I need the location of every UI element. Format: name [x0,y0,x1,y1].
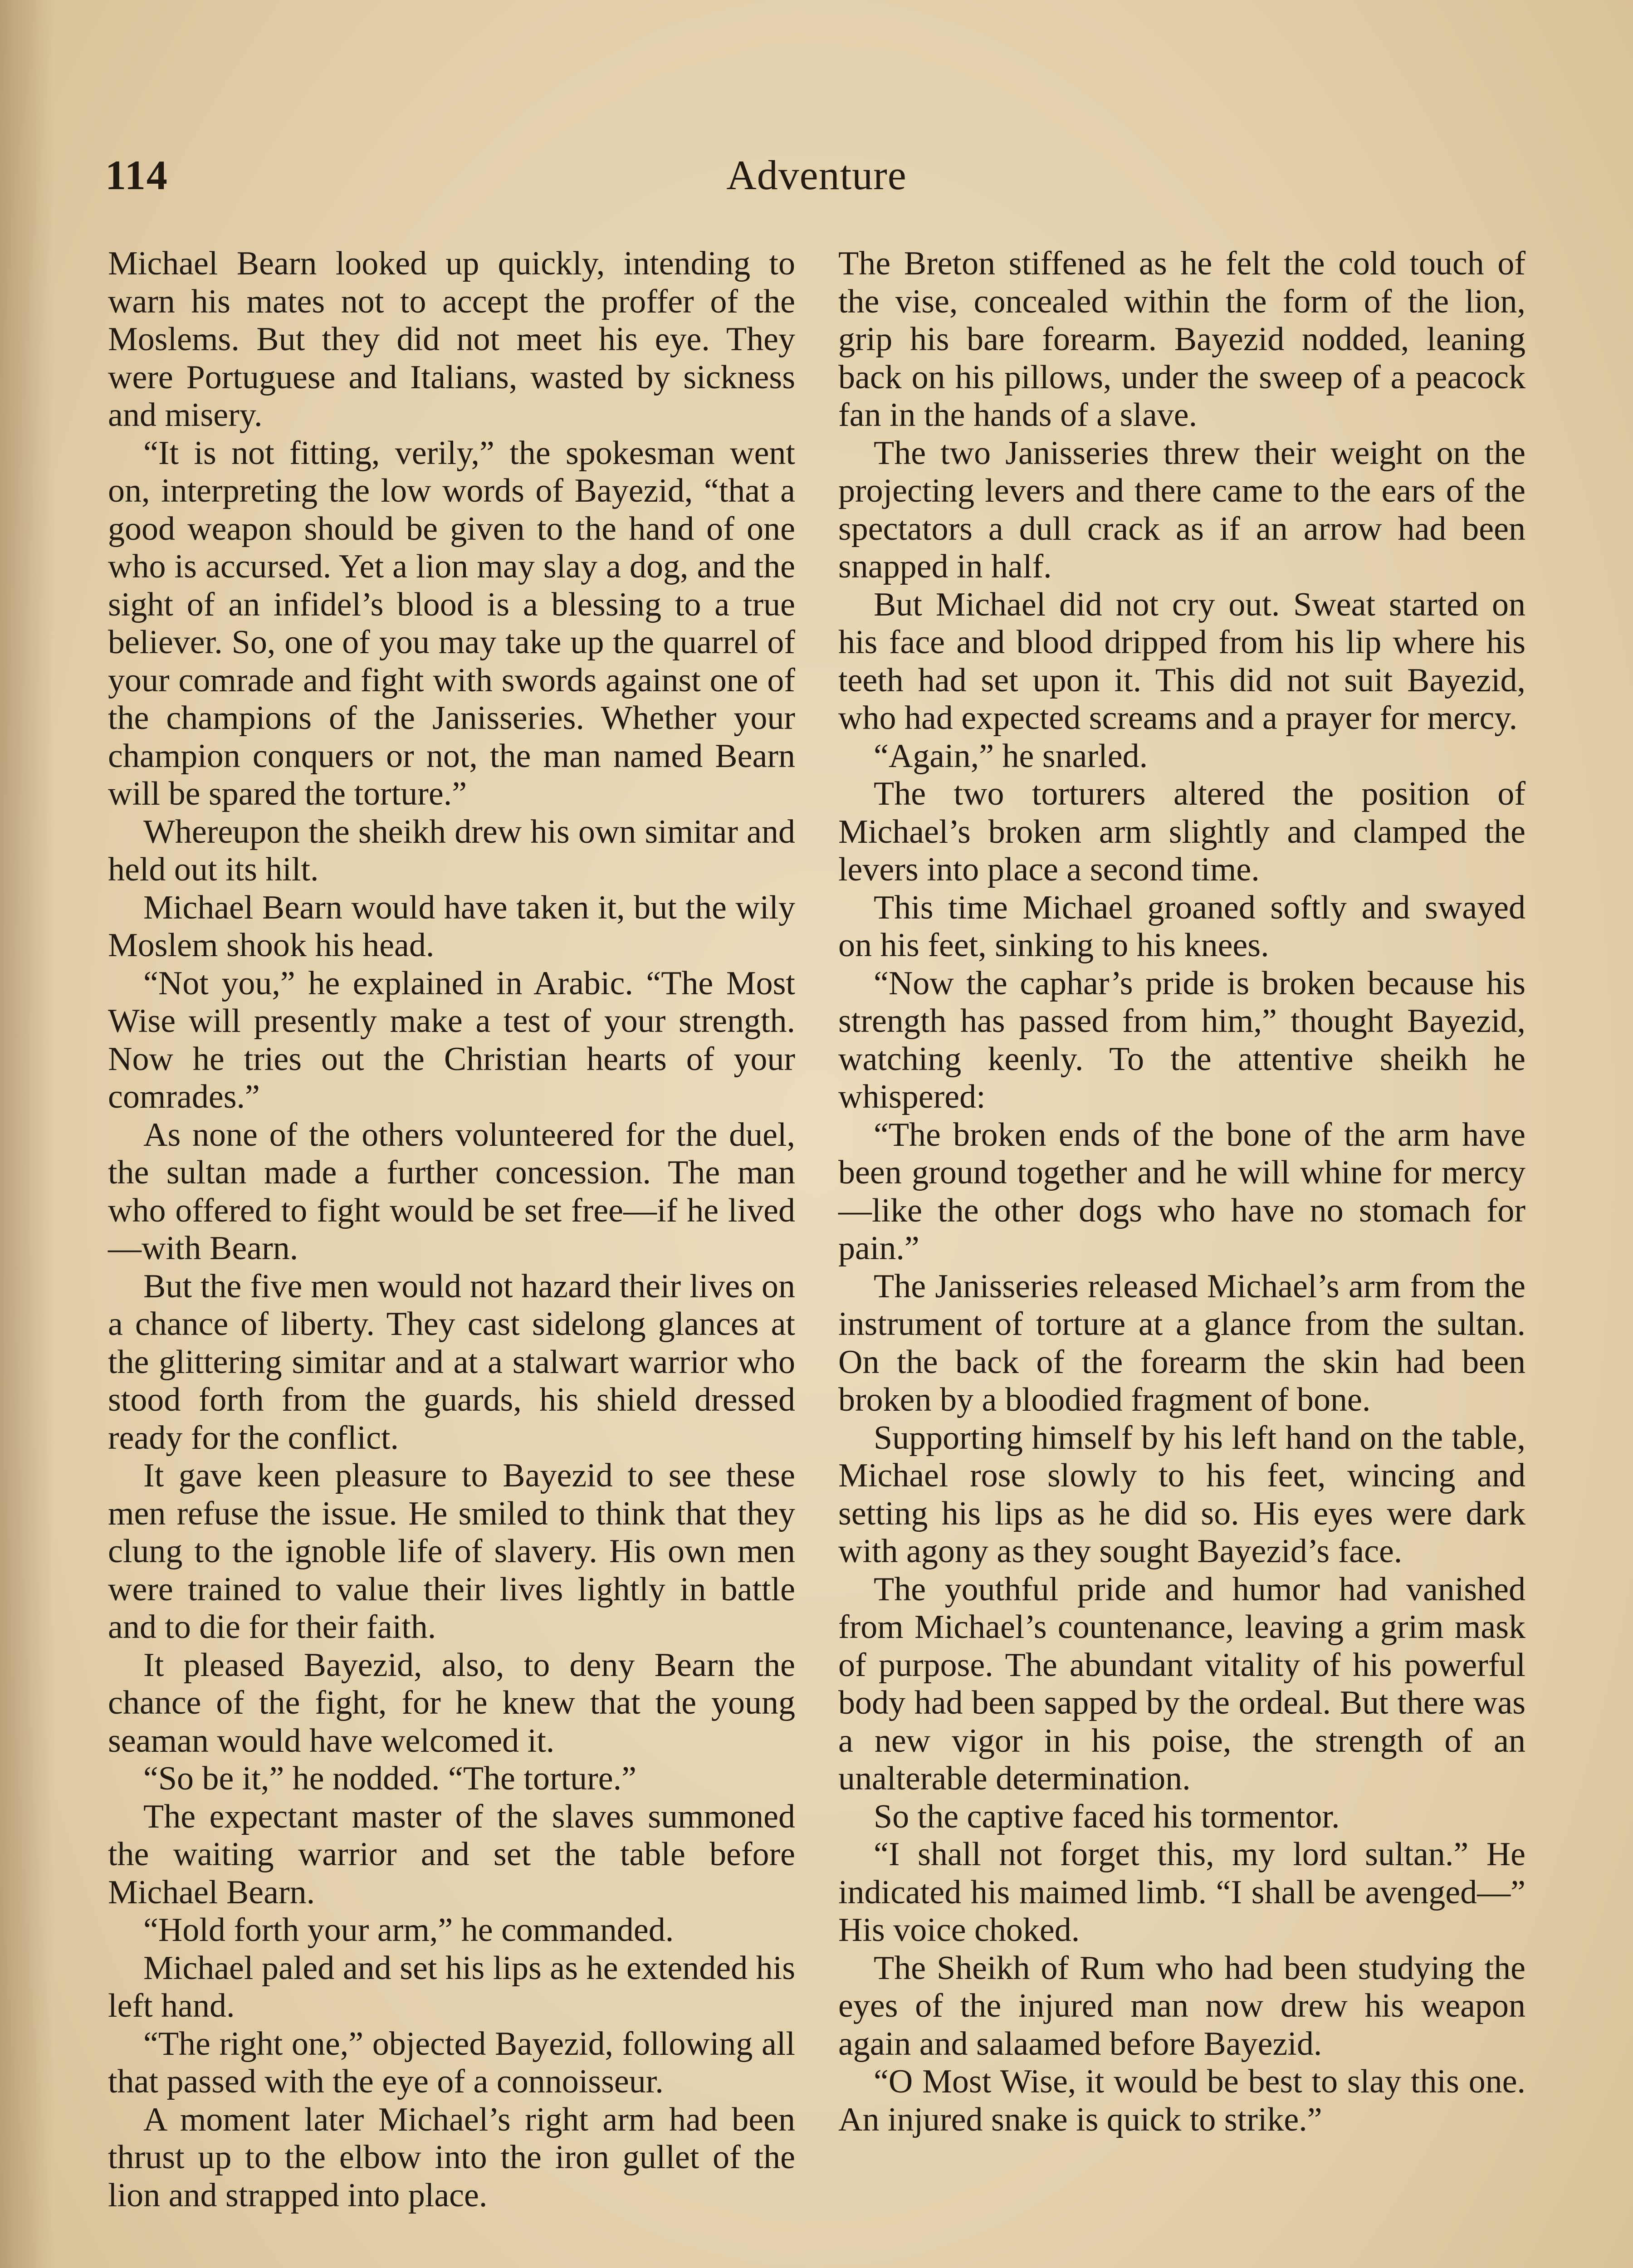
paragraph: The Janisseries released Michael’s arm from the instrument of torture at a glance from the sultan. On the back of the forearm the skin had been broken by a bloodied fragment of bone. [838,1267,1525,1418]
paragraph: It gave keen pleasure to Bayezid to see these men refuse the issue. He smiled to think that they clung to the ignoble life of slavery. His own men were trained to value their lives lightly in battle and to die for their faith. [108,1457,795,1646]
page-number: 114 [105,152,168,198]
paragraph: It pleased Bayezid, also, to deny Bearn the chance of the fight, for he knew that the young seaman would have welcomed it. [108,1646,795,1760]
paragraph: “O Most Wise, it would be best to slay this one. An injured snake is quick to strike.” [838,2063,1525,2138]
paragraph: Michael paled and set his lips as he extended his left hand. [108,1949,795,2024]
left-column [108,245,795,2214]
paragraph: “Now the caphar’s pride is broken because his strength has passed from him,” thought Bayezid, watching keenly. To the attentive sheikh he whispered: [838,964,1525,1115]
paragraph: The youthful pride and humor had vanished from Michael’s countenance, leaving a grim mask of purpose. The abundant vitality of his powerful body had been sapped by the ordeal. But there was a new vigor in his poise, the strength of an unalterable determination. [838,1570,1525,1797]
page-header [0,143,1633,202]
paragraph: Supporting himself by his left hand on the table, Michael rose slowly to his feet, wincing and setting his lips as he did so. His eyes were dark with agony as they sought Bayezid’s face. [838,1419,1525,1570]
paragraph: A moment later Michael’s right arm had been thrust up to the elbow into the iron gullet of the lion and strapped into place. [108,2101,795,2214]
paragraph: The Sheikh of Rum who had been studying the eyes of the injured man now drew his weapon again and salaamed before Bayezid. [838,1949,1525,2063]
paragraph: The expectant master of the slaves summoned the waiting warrior and set the table before Michael Bearn. [108,1798,795,1911]
paragraph: As none of the others volunteered for the duel, the sultan made a further concession. The man who offered to fight would be set free—if he lived—with Bearn. [108,1116,795,1267]
paragraph: “Not you,” he explained in Arabic. “The Most Wise will presently make a test of your strength. Now he tries out the Christian hearts of your comrades.” [108,964,795,1115]
paragraph: “It is not fitting, verily,” the spokesman went on, interpreting the low words of Bayezid, “that a good weapon should be given to the hand of one who is accursed. Yet a lion may slay a dog, and the sight of an infidel’s blood is a blessing to a true believer. So, one of you may take up the quarrel of your comrade and fight with swords against one of the champions of the Janisseries. Whether your champion conquers or not, the man named Bearn will be spared the torture.” [108,434,795,812]
paragraph: Michael Bearn looked up quickly, intending to warn his mates not to accept the proffer of the Moslems. But they did not meet his eye. They were Portuguese and Italians, wasted by sickness and misery. [108,245,795,434]
paragraph: This time Michael groaned softly and swayed on his feet, sinking to his knees. [838,889,1525,964]
paragraph: Michael Bearn would have taken it, but the wily Moslem shook his head. [108,889,795,964]
paragraph: “Hold forth your arm,” he commanded. [143,1911,674,1949]
paragraph: The Breton stiffened as he felt the cold touch of the vise, concealed within the form of the lion, grip his bare forearm. Bayezid nodded, leaning back on his pillows, under the sweep of a peacock fan in the hands of a slave. [838,245,1525,434]
paragraph: So the captive faced his tormentor. [874,1798,1340,1835]
paragraph: “So be it,” he nodded. “The torture.” [143,1760,636,1797]
paragraph: But Michael did not cry out. Sweat started on his face and blood dripped from his lip where his teeth had set upon it. This did not suit Bayezid, who had expected screams and a prayer for mercy. [838,586,1525,737]
paragraph: The two Janisseries threw their weight on the projecting levers and there came to the ears of the spectators a dull crack as if an arrow had been snapped in half. [838,434,1525,585]
paragraph: The two torturers altered the position of Michael’s broken arm slightly and clamped the levers into place a second time. [838,775,1525,888]
paragraph: “Again,” he snarled. [874,737,1148,775]
running-head-title: Adventure [726,152,907,198]
paragraph: “I shall not forget this, my lord sultan.” He indicated his maimed limb. “I shall be avenged—” His voice choked. [838,1836,1525,1949]
paragraph: “The broken ends of the bone of the arm have been ground together and he will whine for mercy—like the other dogs who have no stomach for pain.” [838,1116,1525,1267]
paragraph: “The right one,” objected Bayezid, following all that passed with the eye of a connoisseur. [108,2025,795,2100]
right-column [838,245,1525,2139]
paragraph: But the five men would not hazard their lives on a chance of liberty. They cast sidelong glances at the glittering simitar and at a stalwart warrior who stood forth from the guards, his shield dressed ready for the conflict. [108,1267,795,1457]
paragraph: Whereupon the sheikh drew his own simitar and held out its hilt. [108,813,795,888]
